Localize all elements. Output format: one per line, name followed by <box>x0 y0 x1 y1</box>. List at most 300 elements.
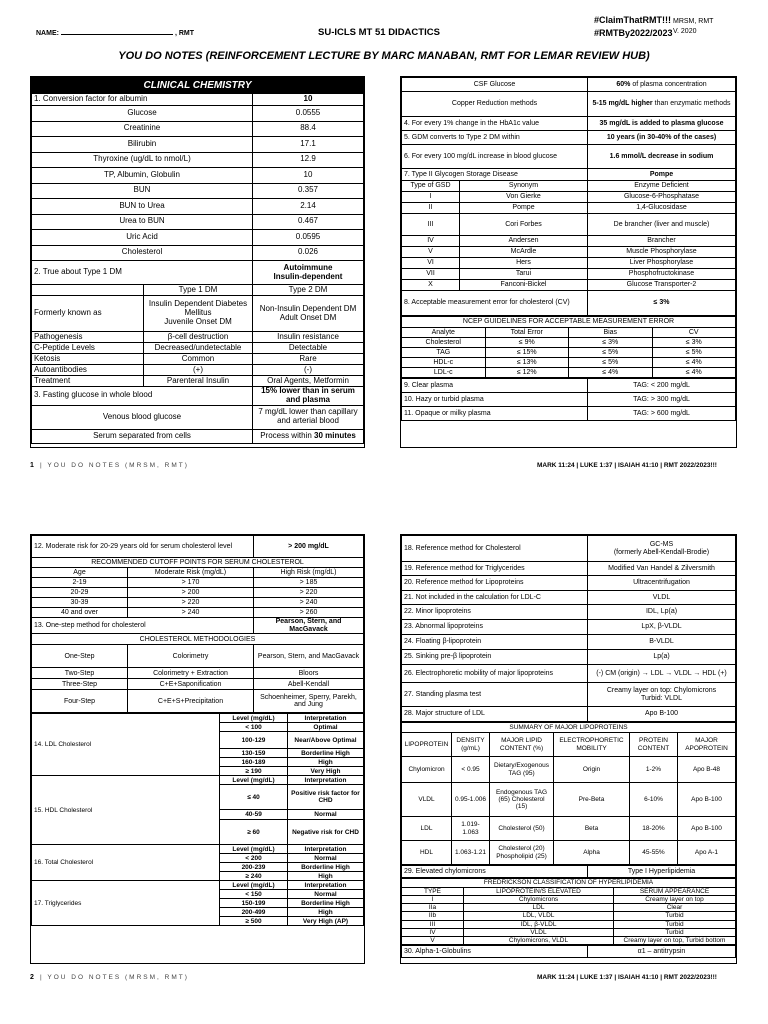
lvl-head: Interpretation <box>288 776 364 785</box>
dm-row-t2: Insulin resistance <box>253 332 364 343</box>
gsd-enzyme: Brancher <box>588 236 736 247</box>
dm-row-t2: (-) <box>253 365 364 376</box>
ncep-cell: ≤ 3% <box>652 338 736 348</box>
gsd-enzyme: 1,4-Glucosidase <box>588 203 736 214</box>
q4-value: 35 mg/dL is added to plasma glucose <box>588 117 736 131</box>
fred-cell: Chylomicrons, VLDL <box>464 936 614 944</box>
dm-known-t1b: Juvenile Onset DM <box>164 316 232 326</box>
q27-value <box>588 683 736 707</box>
dm-row-t1: Decreased/undetectable <box>144 343 253 354</box>
q21-value: VLDL <box>588 591 736 605</box>
q15-label: 15. HDL Cholesterol <box>32 776 220 845</box>
lipo-cell: 0.95-1.006 <box>452 783 490 817</box>
q27-label: 27. Standing plasma test <box>402 683 588 707</box>
q2-value-1: Autoimmune <box>283 262 333 272</box>
q23-value: LpX, β-VLDL <box>588 620 736 635</box>
q22-label: 22. Minor lipoproteins <box>402 605 588 620</box>
csf-value-bold: 60% <box>616 80 631 88</box>
page-number: 1 <box>30 462 34 469</box>
dm-row-t1: β-cell destruction <box>144 332 253 343</box>
copper-value-bold: 5-15 mg/dL higher <box>592 100 653 108</box>
lvl-head: Interpretation <box>288 714 364 723</box>
cut-high: > 240 <box>254 598 364 608</box>
fred-cell: I <box>402 896 464 904</box>
q7-label: 7. Type II Glycogen Storage Disease <box>402 169 588 181</box>
cut-age: 2-19 <box>32 578 128 588</box>
meth-step: Four-Step <box>32 690 128 713</box>
fred-cell: IIb <box>402 912 464 920</box>
q20-label: 20. Reference method for Lipoproteins <box>402 576 588 591</box>
dm-row-label: C-Peptide Levels <box>32 343 144 354</box>
conv-label: TP, Albumin, Globulin <box>32 168 253 184</box>
fred-cell: IIa <box>402 904 464 912</box>
q13-value: Pearson, Stern, and MacGavack <box>254 618 364 634</box>
footer-verse: MARK 11:24 | LUKE 1:37 | ISAIAH 41:10 | RMT 2022/2023!!! <box>537 462 717 469</box>
lipo-head: PROTEIN CONTENT <box>630 733 678 757</box>
gsd-synonym: Cori Forbes <box>460 214 588 236</box>
lvl-head: Level (mg/dL) <box>220 776 288 785</box>
q26-label: 26. Electrophoretic mobility of major lipoproteins <box>402 665 588 683</box>
conv-value: 12.9 <box>253 152 364 168</box>
ncep-cell: ≤ 5% <box>569 348 653 358</box>
gsd-head: Type of GSD <box>402 181 460 192</box>
gsd-synonym: Andersen <box>460 236 588 247</box>
meth-name: Pearson, Stern, and MacGavack <box>254 645 364 668</box>
lipo-head: MAJOR LIPID CONTENT (%) <box>490 733 554 757</box>
q27-value-2: Turbid: VLDL <box>641 694 682 702</box>
dm-known-t1a: Insulin Dependent Diabetes Mellitus <box>148 299 248 318</box>
q9-value: TAG: < 200 mg/dL <box>588 379 736 393</box>
q13-label: 13. One-step method for cholesterol <box>32 618 254 634</box>
name-line <box>61 34 173 35</box>
q1-label: 1. Conversion factor for albumin <box>32 94 253 106</box>
name-label: NAME: <box>36 30 59 37</box>
gsd-head: Synonym <box>460 181 588 192</box>
conv-value: 88.4 <box>253 121 364 137</box>
lvl-interp: Normal <box>288 854 364 863</box>
meth-name: Schoenheimer, Sperry, Parekh, and Jung <box>254 690 364 713</box>
lvl-range: 40-59 <box>220 810 288 820</box>
lipo-cell: Cholesterol (50) <box>490 817 554 841</box>
lipo-cell: 1.063-1.21 <box>452 841 490 865</box>
fred-cell: IV <box>402 928 464 936</box>
lvl-range: 200-239 <box>220 863 288 872</box>
conv-value: 0.0595 <box>253 230 364 246</box>
lvl-interp: Optimal <box>288 723 364 732</box>
q2-value <box>253 261 364 285</box>
lvl-interp: Borderline High <box>288 899 364 908</box>
q21-label: 21. Not included in the calculation for LDL-C <box>402 591 588 605</box>
gsd-enzyme: Glucose Transporter-2 <box>588 280 736 291</box>
hashtag-2: #RMTBy2022/2023 <box>594 28 673 38</box>
q24-label: 24. Floating β-lipoprotein <box>402 635 588 650</box>
conv-label: Creatinine <box>32 121 253 137</box>
q19-value: Modified Van Handel & Zilversmith <box>588 562 736 576</box>
dm-row-label: Pathogenesis <box>32 332 144 343</box>
gsd-type: X <box>402 280 460 291</box>
gsd-type: III <box>402 214 460 236</box>
footer-verse: MARK 11:24 | LUKE 1:37 | ISAIAH 41:10 | RMT 2022/2023!!! <box>537 974 717 981</box>
fred-cell: LDL, VLDL <box>464 912 614 920</box>
page-title: YOU DO NOTES (REINFORCEMENT LECTURE BY MARC MANABAN, RMT FOR LEMAR REVIEW HUB) <box>118 50 650 62</box>
conv-label: Glucose <box>32 106 253 122</box>
gsd-type: VI <box>402 258 460 269</box>
lipo-cell: 18-20% <box>630 817 678 841</box>
lipo-cell: Apo B-48 <box>678 757 736 783</box>
dm-row-label: Ketosis <box>32 354 144 365</box>
ncep-cell: LDL-c <box>402 368 486 378</box>
lipo-cell: Origin <box>554 757 630 783</box>
gsd-enzyme: Liver Phosphorylase <box>588 258 736 269</box>
lvl-head: Level (mg/dL) <box>220 714 288 723</box>
cut-head: High Risk (mg/dL) <box>254 568 364 578</box>
dm-known-t2: Non-Insulin Dependent DM Adult Onset DM <box>253 296 364 332</box>
fred-cell: Turbid <box>614 912 736 920</box>
gsd-type: VII <box>402 269 460 280</box>
fred-cell: III <box>402 920 464 928</box>
lipo-title: SUMMARY OF MAJOR LIPOPROTEINS <box>402 723 736 733</box>
lvl-range: < 200 <box>220 854 288 863</box>
lipo-cell: Apo B-100 <box>678 783 736 817</box>
conv-value: 0.357 <box>253 183 364 199</box>
gsd-enzyme: Phosphofructokinase <box>588 269 736 280</box>
conv-value: 2.14 <box>253 199 364 215</box>
dm-row-t2: Rare <box>253 354 364 365</box>
q7-value: Pompe <box>588 169 736 181</box>
lipo-head: ELECTROPHORETIC MOBILITY <box>554 733 630 757</box>
gsd-synonym: Fanconi-Bickel <box>460 280 588 291</box>
fred-cell: Clear <box>614 904 736 912</box>
lipo-cell: < 0.95 <box>452 757 490 783</box>
lvl-range: 130-159 <box>220 749 288 758</box>
fred-head: LIPOPROTEIN/S ELEVATED <box>464 888 614 896</box>
lvl-interp: Normal <box>288 810 364 820</box>
lvl-range: 100-129 <box>220 732 288 749</box>
dm-row-label: Autoantibodies <box>32 365 144 376</box>
meth-technique: Colorimetry <box>128 645 254 668</box>
conv-value: 10 <box>253 168 364 184</box>
name-suffix: , RMT <box>174 30 195 37</box>
fred-cell: Creamy layer on top, Turbid bottom <box>614 936 736 944</box>
cut-age: 20-29 <box>32 588 128 598</box>
conv-value: 17.1 <box>253 137 364 153</box>
q29-value: Type I Hyperlipidemia <box>588 866 736 878</box>
dm-row-t1: Common <box>144 354 253 365</box>
meth-technique: Colorimetry + Extraction <box>128 668 254 679</box>
conv-label: Cholesterol <box>32 245 253 261</box>
gsd-type: IV <box>402 236 460 247</box>
meth-name: Abell-Kendall <box>254 679 364 690</box>
lipo-cell: Apo B-100 <box>678 817 736 841</box>
gsd-type: V <box>402 247 460 258</box>
gsd-synonym: Tarui <box>460 269 588 280</box>
q2-value-2: Insulin-dependent <box>273 271 343 281</box>
lipo-head: LIPOPROTEIN <box>402 733 452 757</box>
ncep-head: Analyte <box>402 328 486 338</box>
lvl-interp: Very High <box>288 767 364 776</box>
lvl-interp: Very High (AP) <box>288 917 364 926</box>
ncep-cell: ≤ 4% <box>569 368 653 378</box>
meth-technique: C+E+S+Precipitation <box>128 690 254 713</box>
meth-title: CHOLESTEROL METHODOLOGIES <box>32 634 364 645</box>
ncep-cell: ≤ 5% <box>652 348 736 358</box>
q19-label: 19. Reference method for Triglycerides <box>402 562 588 576</box>
ncep-cell: ≤ 4% <box>652 368 736 378</box>
csf-value <box>588 78 736 92</box>
cut-head: Moderate Risk (mg/dL) <box>128 568 254 578</box>
copper-label: Copper Reduction methods <box>402 92 588 117</box>
cut-mod: > 220 <box>128 598 254 608</box>
q8-value: ≤ 3% <box>588 291 736 316</box>
meth-step: Two-Step <box>32 668 128 679</box>
q22-value: IDL, Lp(a) <box>588 605 736 620</box>
ncep-cell: TAG <box>402 348 486 358</box>
lipo-cell: Alpha <box>554 841 630 865</box>
gsd-head: Enzyme Deficient <box>588 181 736 192</box>
lvl-range: < 100 <box>220 723 288 732</box>
lvl-range: ≥ 60 <box>220 820 288 845</box>
cut-high: > 260 <box>254 608 364 618</box>
ncep-cell: ≤ 15% <box>485 348 569 358</box>
conv-value: 0.026 <box>253 245 364 261</box>
gsd-enzyme: Muscle Phosphorylase <box>588 247 736 258</box>
q23-label: 23. Abnormal lipoproteins <box>402 620 588 635</box>
lipo-cell: Pre-Beta <box>554 783 630 817</box>
gsd-synonym: Hers <box>460 258 588 269</box>
lvl-interp: Borderline High <box>288 749 364 758</box>
page-footer <box>0 462 768 474</box>
fred-cell: Chylomicrons <box>464 896 614 904</box>
footer-text: | YOU DO NOTES (MRSM, RMT) <box>40 974 189 981</box>
hashtag-1: #ClaimThatRMT!!! <box>594 15 671 25</box>
q18-value-1: GC-MS <box>649 540 674 548</box>
lvl-interp: Borderline High <box>288 863 364 872</box>
lvl-head: Interpretation <box>288 881 364 890</box>
q25-label: 25. Sinking pre-β lipoprotein <box>402 650 588 665</box>
serum-value-bold: 30 minutes <box>314 430 356 440</box>
lipo-cell: Chylomicron <box>402 757 452 783</box>
lvl-interp: High <box>288 908 364 917</box>
section-heading: CLINICAL CHEMISTRY <box>32 78 364 94</box>
csf-value-rest: of plasma concentration <box>632 80 707 88</box>
copper-value <box>588 92 736 117</box>
lvl-interp: High <box>288 872 364 881</box>
lvl-range: ≥ 190 <box>220 767 288 776</box>
lipoprotein-box <box>400 534 737 964</box>
ncep-cell: ≤ 12% <box>485 368 569 378</box>
page-number: 2 <box>30 974 34 981</box>
q20-value: Ultracentrifugation <box>588 576 736 591</box>
clinical-chemistry-box <box>30 76 365 448</box>
lvl-range: ≤ 40 <box>220 785 288 810</box>
q4-label: 4. For every 1% change in the HbA1c value <box>402 117 588 131</box>
fred-cell: V <box>402 936 464 944</box>
lipo-cell: Endogenous TAG (65) Cholesterol (15) <box>490 783 554 817</box>
conv-label: Bilirubin <box>32 137 253 153</box>
lipo-head: MAJOR APOPROTEIN <box>678 733 736 757</box>
ncep-cell: Cholesterol <box>402 338 486 348</box>
q8-label: 8. Acceptable measurement error for cholesterol (CV) <box>402 291 588 316</box>
glucose-gsd-box <box>400 76 737 448</box>
dm-head: Type 1 DM <box>144 285 253 296</box>
ncep-head: Total Error <box>485 328 569 338</box>
lvl-head: Level (mg/dL) <box>220 845 288 854</box>
lvl-range: 150-199 <box>220 899 288 908</box>
q5-label: 5. GDM converts to Type 2 DM within <box>402 131 588 145</box>
lvl-range: 200-499 <box>220 908 288 917</box>
fred-cell: Turbid <box>614 920 736 928</box>
meth-step: One-Step <box>32 645 128 668</box>
fred-cell: Turbid <box>614 928 736 936</box>
q27-value-1: Creamy layer on top: Chylomicrons <box>606 686 717 694</box>
q1-value: 10 <box>253 94 364 106</box>
q6-value: 1.6 mmol/L decrease in sodium <box>588 145 736 169</box>
q14-label: 14. LDL Cholesterol <box>32 714 220 776</box>
serum-value-pre: Process within <box>260 430 312 440</box>
cholesterol-box <box>30 534 365 964</box>
lipo-cell: VLDL <box>402 783 452 817</box>
conv-label: Urea to BUN <box>32 214 253 230</box>
cut-mod: > 240 <box>128 608 254 618</box>
conv-label: Uric Acid <box>32 230 253 246</box>
ncep-cell: HDL-c <box>402 358 486 368</box>
q18-label: 18. Reference method for Cholesterol <box>402 536 588 562</box>
ncep-title: NCEP GUIDELINES FOR ACCEPTABLE MEASUREMENT ERROR <box>402 317 736 328</box>
dm-known-label: Formerly known as <box>32 296 144 332</box>
lvl-head: Level (mg/dL) <box>220 881 288 890</box>
cut-mod: > 200 <box>128 588 254 598</box>
gsd-synonym: Pompe <box>460 203 588 214</box>
lvl-interp: Normal <box>288 890 364 899</box>
q30-label: 30. Alpha-1-Globulins <box>402 945 588 957</box>
cut-age: 30-39 <box>32 598 128 608</box>
q3-value: 15% lower than in serum and plasma <box>253 387 364 406</box>
version-note <box>673 17 713 37</box>
ncep-head: CV <box>652 328 736 338</box>
dm-row-t1: (+) <box>144 365 253 376</box>
q25-value: Lp(a) <box>588 650 736 665</box>
q5-value: 10 years (in 30-40% of the cases) <box>588 131 736 145</box>
ncep-head: Bias <box>569 328 653 338</box>
lipo-cell: HDL <box>402 841 452 865</box>
q12-label: 12. Moderate risk for 20-29 years old for serum cholesterol level <box>32 536 254 558</box>
dm-known-t1 <box>144 296 253 332</box>
conv-label: BUN to Urea <box>32 199 253 215</box>
conv-label: Thyroxine (ug/dL to nmol/L) <box>32 152 253 168</box>
q16-label: 16. Total Cholesterol <box>32 845 220 881</box>
venous-label: Venous blood glucose <box>32 405 253 429</box>
fred-cell: IDL, β-VLDL <box>464 920 614 928</box>
cut-high: > 185 <box>254 578 364 588</box>
lvl-range: 160-189 <box>220 758 288 767</box>
q28-label: 28. Major structure of LDL <box>402 707 588 722</box>
gsd-type: I <box>402 192 460 203</box>
lvl-range: < 150 <box>220 890 288 899</box>
ncep-cell: ≤ 4% <box>652 358 736 368</box>
q9-label: 9. Clear plasma <box>402 379 588 393</box>
ncep-cell: ≤ 9% <box>485 338 569 348</box>
copper-value-rest: than enzymatic methods <box>654 100 731 108</box>
dm-row-t1: Parenteral Insulin <box>144 376 253 387</box>
q29-label: 29. Elevated chylomicrons <box>402 866 588 878</box>
dm-row-t2: Detectable <box>253 343 364 354</box>
q30-value: α1 – antitrypsin <box>588 945 736 957</box>
gsd-synonym: Von Gierke <box>460 192 588 203</box>
ncep-cell: ≤ 3% <box>569 338 653 348</box>
gsd-type: II <box>402 203 460 214</box>
page-header <box>0 0 768 50</box>
lipo-cell: Apo A-1 <box>678 841 736 865</box>
cut-head: Age <box>32 568 128 578</box>
dm-head <box>32 285 144 296</box>
q11-value: TAG: > 600 mg/dL <box>588 407 736 421</box>
lipo-cell: LDL <box>402 817 452 841</box>
gsd-enzyme: Glucose-6-Phosphatase <box>588 192 736 203</box>
footer-text: | YOU DO NOTES (MRSM, RMT) <box>40 462 189 469</box>
lvl-interp: High <box>288 758 364 767</box>
lipo-cell: 1-2% <box>630 757 678 783</box>
gsd-synonym: McArdle <box>460 247 588 258</box>
page-2 <box>0 512 768 1024</box>
q12-value: > 200 mg/dL <box>254 536 364 558</box>
serum-value <box>253 429 364 443</box>
lipo-cell: Dietary/Exogenous TAG (95) <box>490 757 554 783</box>
lvl-head: Interpretation <box>288 845 364 854</box>
lipo-cell: 1.019-1.063 <box>452 817 490 841</box>
fred-head: TYPE <box>402 888 464 896</box>
lipo-head: DENSITY (g/mL) <box>452 733 490 757</box>
lvl-interp: Negative risk for CHD <box>288 820 364 845</box>
meth-step: Three-Step <box>32 679 128 690</box>
q18-value <box>588 536 736 562</box>
q3-label: 3. Fasting glucose in whole blood <box>32 387 253 406</box>
conv-value: 0.467 <box>253 214 364 230</box>
dm-head: Type 2 DM <box>253 285 364 296</box>
fred-cell: LDL <box>464 904 614 912</box>
cut-title: RECOMMENDED CUTOFF POINTS FOR SERUM CHOLESTEROL <box>32 558 364 568</box>
lvl-interp: Positive risk factor for CHD <box>288 785 364 810</box>
fred-cell: VLDL <box>464 928 614 936</box>
conv-label: BUN <box>32 183 253 199</box>
dm-row-label: Treatment <box>32 376 144 387</box>
q11-label: 11. Opaque or milky plasma <box>402 407 588 421</box>
q17-label: 17. Triglycerides <box>32 881 220 926</box>
meth-name: Bloors <box>254 668 364 679</box>
q10-label: 10. Hazy or turbid plasma <box>402 393 588 407</box>
ncep-cell: ≤ 5% <box>569 358 653 368</box>
cut-high: > 220 <box>254 588 364 598</box>
page-footer <box>0 974 768 986</box>
q2-label: 2. True about Type 1 DM <box>32 261 253 285</box>
q6-label: 6. For every 100 mg/dL increase in blood glucose <box>402 145 588 169</box>
conv-value: 0.0555 <box>253 106 364 122</box>
course-title: SU-ICLS MT 51 DIDACTICS <box>318 27 440 38</box>
fred-head: SERUM APPEARANCE <box>614 888 736 896</box>
serum-label: Serum separated from cells <box>32 429 253 443</box>
gsd-enzyme: De brancher (liver and muscle) <box>588 214 736 236</box>
version-line-2: V. 2020 <box>673 28 697 35</box>
q26-value: (-) CM (origin) → LDL → VLDL → HDL (+) <box>588 665 736 683</box>
lvl-interp: Near/Above Optimal <box>288 732 364 749</box>
lvl-range: ≥ 500 <box>220 917 288 926</box>
lipo-cell: 45-55% <box>630 841 678 865</box>
fred-title: FREDRICKSON CLASSIFICATION OF HYPERLIPIDEMIA <box>402 879 736 888</box>
name-field <box>36 30 194 38</box>
cut-mod: > 170 <box>128 578 254 588</box>
dm-row-t2: Oral Agents, Metformin <box>253 376 364 387</box>
q10-value: TAG: > 300 mg/dL <box>588 393 736 407</box>
q24-value: B-VLDL <box>588 635 736 650</box>
